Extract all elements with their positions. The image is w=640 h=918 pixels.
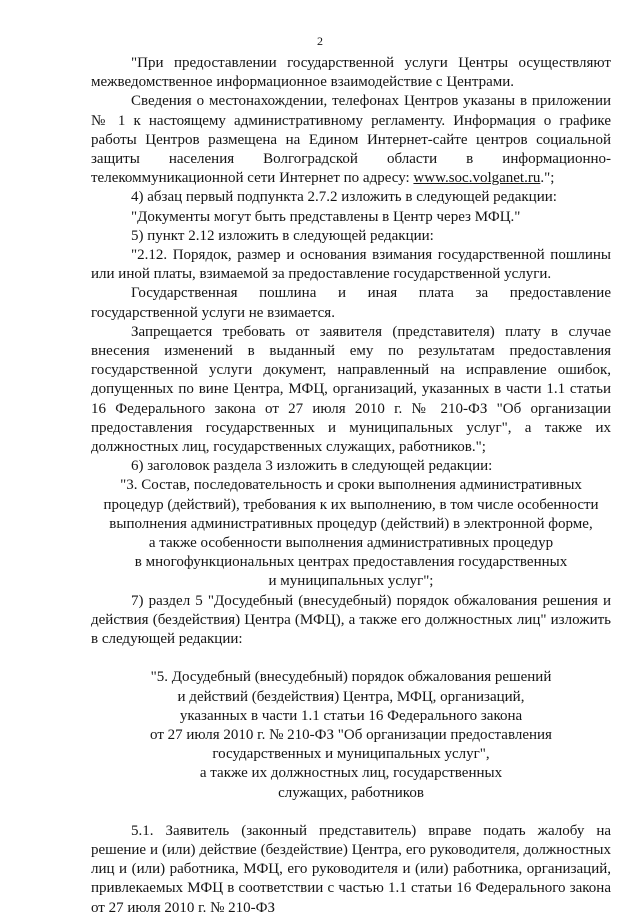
paragraph-prohibition: Запрещается требовать от заявителя (представителя) плату в случае внесения изменений в выданный ему по результатам предоставления государственной услуги документ, направленный на исправление ошибок, допущенных по вине Центра, МФЦ, организаций, указанных в части 1.1 статьи 16 Федерального закона от 27 июля 2010 г. № 210-ФЗ "Об организации предоставления государственных и муниципальных услуг", а также их должностных лиц, государственных служащих, работников."; xyxy=(91,323,611,456)
heading-line: "5. Досудебный (внесудебный) порядок обжалования решений xyxy=(150,669,552,686)
heading-line: от 27 июля 2010 г. № 210-ФЗ "Об организации предоставления xyxy=(150,726,552,743)
paragraph-item-5: 5) пункт 2.12 изложить в следующей редакции: xyxy=(131,227,434,244)
heading-line: и муниципальных услуг"; xyxy=(268,573,434,590)
centers-info-text: Сведения о местонахождении, телефонах Центров указаны в приложении № 1 к настоящему административному регламенту. Информация о графике работы Центров размещена на Едином Интернет-сайте центров социальной защиты населения Волгоградской области в информационно-телекоммуникационной сети Интернет по адресу: xyxy=(91,93,611,187)
website-link[interactable]: www.soc.volganet.ru xyxy=(413,170,541,187)
document-body xyxy=(91,54,611,918)
paragraph-centers-info xyxy=(91,92,611,188)
paragraph-item-6: 6) заголовок раздела 3 изложить в следующей редакции: xyxy=(131,458,493,475)
paragraph-2-12: "2.12. Порядок, размер и основания взимания государственной пошлины или иной платы, взимаемой за предоставление государственной услуги. xyxy=(91,247,611,283)
heading-line: в многофункциональных центрах предоставления государственных xyxy=(134,554,568,571)
paragraph-5-1: 5.1. Заявитель (законный представитель) вправе подать жалобу на решение и (или) действие (бездействие) Центра, его руководителя, должностных лиц и (или) работника, МФЦ, его руководителя и (или) работника, организаций, привлекаемых МФЦ в соответствии с частью 1.1 статьи 16 Федерального закона от 27 июля 2010 г. № 210-ФЗ xyxy=(91,822,611,916)
centers-info-end: ."; xyxy=(540,170,555,187)
heading-line: выполнения административных процедур (действий) в электронной форме, xyxy=(109,515,593,532)
spacer xyxy=(91,803,611,822)
section-3-heading xyxy=(91,476,611,591)
heading-line: служащих, работников xyxy=(278,784,424,801)
page-number: 2 xyxy=(317,34,323,48)
paragraph-fee: Государственная пошлина и иная плата за предоставление государственной услуги не взимается. xyxy=(91,285,611,321)
heading-line: государственных и муниципальных услуг", xyxy=(212,746,490,763)
heading-line: и действий (бездействия) Центра, МФЦ, организаций, xyxy=(177,688,525,705)
spacer xyxy=(91,649,611,668)
paragraph-interaction: "При предоставлении государственной услуги Центры осуществляют межведомственное информационное взаимодействие с Центрами. xyxy=(91,55,611,91)
paragraph-documents-mfc: "Документы могут быть представлены в Центр через МФЦ." xyxy=(131,208,521,225)
heading-line: "3. Состав, последовательность и сроки выполнения административных xyxy=(120,477,582,494)
paragraph-item-7: 7) раздел 5 "Досудебный (внесудебный) порядок обжалования решения и действия (бездействия) Центра (МФЦ), а также его должностных лиц" изложить в следующей редакции: xyxy=(91,592,611,648)
heading-line: процедур (действий), требования к их выполнению, в том числе особенности xyxy=(103,496,599,513)
paragraph-item-4: 4) абзац первый подпункта 2.7.2 изложить в следующей редакции: xyxy=(131,189,557,206)
heading-line: а также особенности выполнения административных процедур xyxy=(148,535,554,552)
heading-line: а также их должностных лиц, государственных xyxy=(199,765,503,782)
section-5-heading xyxy=(91,668,611,802)
heading-line: указанных в части 1.1 статьи 16 Федерального закона xyxy=(179,707,523,724)
